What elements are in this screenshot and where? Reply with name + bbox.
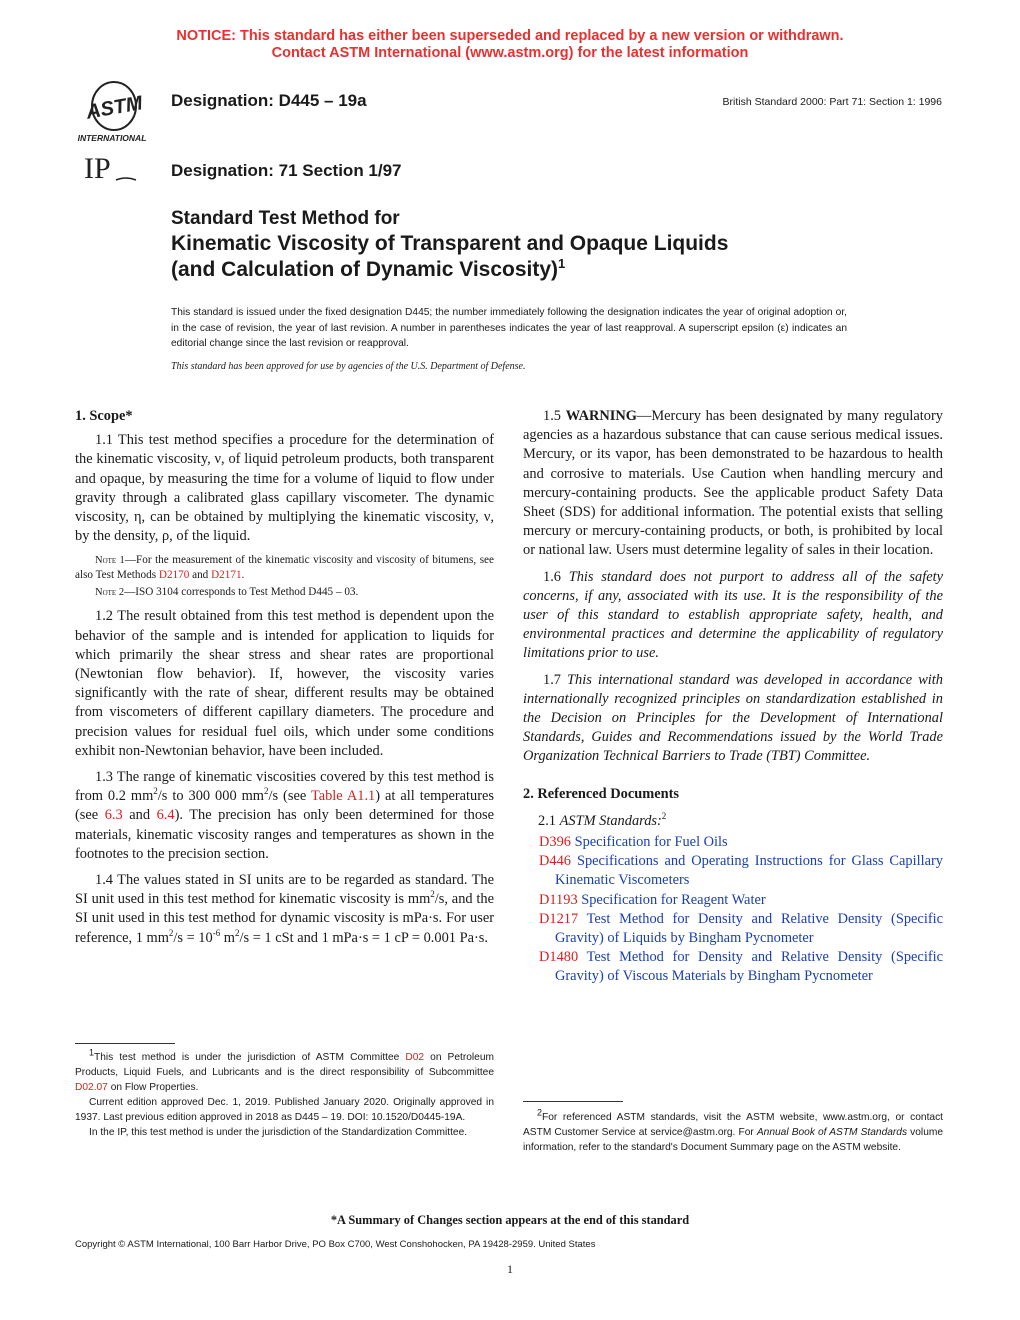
- fn2-b: volume information, refer to the standard's Document Summary page on the ASTM website.: [523, 1127, 944, 1153]
- p17-num: 1.7: [543, 671, 568, 688]
- reference-item[interactable]: [523, 833, 943, 852]
- fn1-b: on Petroleum Products, Liquid Fuels, and Lubricants and is the direct responsibility of Subcommittee: [75, 1052, 494, 1078]
- title-footnote-mark: 1: [558, 256, 566, 271]
- ref-code[interactable]: D1193: [539, 891, 578, 908]
- link-d02-07[interactable]: D02.07: [75, 1082, 108, 1093]
- p14-sup-2: 2: [168, 927, 174, 938]
- refs-label-mark: 2: [661, 811, 667, 822]
- summary-of-changes-note: *A Summary of Changes section appears at the end of this standard: [330, 1213, 690, 1227]
- p13-f: ). The precision has only been determined for those materials, kinematic viscosity ranges and temperatures as shown in the footnotes to the precision section.: [75, 807, 495, 862]
- dod-approval-note: This standard has been approved for use by agencies of the U.S. Department of Defense.: [171, 361, 526, 372]
- footnote-divider-right: [523, 1101, 623, 1102]
- ref-code[interactable]: D446: [539, 853, 571, 870]
- footnote-2-para: [523, 1107, 944, 1155]
- p14-c: /s = 10: [173, 929, 213, 946]
- p17-text: This international standard was developed in accordance with internationally recognized principles on standardization established in the Decision on Principles for the Development of International Standards, Guides and Recommendations issued by the World Trade Organization Technical Barriers to Trade (TBT) Committee.: [523, 671, 943, 765]
- paragraph-1-7: [523, 671, 943, 767]
- refs-label-text: ASTM Standards:: [559, 812, 662, 829]
- footnote-divider-left: [75, 1043, 175, 1044]
- p13-sup-2: 2: [264, 786, 269, 797]
- document-title: [171, 206, 931, 283]
- paragraph-1-3: [75, 768, 494, 864]
- link-d2171[interactable]: D2171: [211, 569, 242, 582]
- reference-item[interactable]: [523, 910, 943, 948]
- p13-b: /s to 300 000 mm: [157, 788, 264, 805]
- paragraph-1-4: [75, 871, 494, 948]
- p16-text: This standard does not purport to address all of the safety concerns, if any, associated with its use. It is the responsibility of the user of this standard to establish appropriate safety, health, and environmental practices and determine the applicability of regulatory limitations prior to use.: [523, 568, 943, 662]
- paragraph-1-6: [523, 568, 943, 664]
- p13-sup-1: 2: [153, 786, 158, 797]
- title-line-1: Standard Test Method for: [171, 208, 400, 229]
- fn1-mark: 1: [89, 1047, 95, 1058]
- title-line-3-text: (and Calculation of Dynamic Viscosity): [171, 258, 559, 281]
- link-d02[interactable]: D02: [405, 1052, 425, 1063]
- p14-a: 1.4 The values stated in SI units are to be regarded as standard. The SI unit used in this test method for kinematic viscosity is mm: [75, 872, 494, 908]
- ref-code[interactable]: D1480: [539, 949, 579, 966]
- p15-text: —Mercury has been designated by many regulatory agencies as a hazardous substance that can cause serious medical issues. Mercury, or its vapor, has been demonstrated to be hazardous to health and corrosive to materials. Use Caution when handling mercury and mercury-containing products. See the applicable product Safety Data Sheet (SDS) for additional information. The potential exists that selling mercury or mercury-containing products, or both, is prohibited by local or national law. Users must determine legality of sales in their location.: [523, 408, 943, 559]
- ip-logo-text: IP: [84, 152, 111, 184]
- p14-sup-3: 2: [235, 927, 240, 938]
- right-column: [523, 407, 943, 987]
- ref-code[interactable]: D1217: [539, 910, 579, 927]
- page-number: 1: [507, 1262, 513, 1276]
- paragraph-1-2: 1.2 The result obtained from this test method is dependent upon the behavior of the sample and is intended for application to liquids for which primarily the shear stress and shear rates are proportional (Newtonian flow behavior). If, however, the viscosity varies significantly with the rate of shear, different results may be obtained from viscometers of different capillary diameters. The procedure and precision values for residual fuel oils, which under some conditions exhibit non-Newtonian behavior, have been included.: [75, 608, 494, 759]
- refs-num: 2.1: [538, 812, 560, 829]
- designation-primary: Designation: D445 – 19a: [171, 91, 367, 110]
- link-section-6-3[interactable]: 6.3: [104, 807, 123, 824]
- fn2-a: For referenced ASTM standards, visit the ASTM website, www.astm.org, or contact ASTM Customer Service at service@astm.org. For: [523, 1112, 943, 1138]
- reference-item[interactable]: [523, 891, 943, 910]
- p13-d: ) at all temperatures (see: [75, 788, 495, 824]
- p14-sup-1: 2: [430, 889, 435, 900]
- p14-exp: -6: [212, 927, 221, 938]
- fn1-a: This test method is under the jurisdiction of ASTM Committee: [94, 1052, 406, 1063]
- footnote-1-para-3: In the IP, this test method is under the jurisdiction of the Standardization Committee.: [89, 1127, 468, 1138]
- notice-line-1: NOTICE: This standard has either been superseded and replaced by a new version or withdrawn.: [176, 28, 844, 44]
- note-1-and: and: [189, 569, 212, 582]
- p15-num: 1.5: [543, 408, 566, 424]
- ref-title[interactable]: Specification for Fuel Oils: [570, 834, 728, 851]
- link-section-6-4[interactable]: 6.4: [156, 807, 175, 824]
- astm-logo-subtext: INTERNATIONAL: [77, 133, 147, 143]
- notice-line-2: Contact ASTM International (www.astm.org) for the latest information: [271, 45, 749, 61]
- note-1: [75, 553, 494, 583]
- link-table-a1-1[interactable]: Table A1.1: [310, 788, 376, 805]
- issued-note: This standard is issued under the fixed designation D445; the number immediately following the designation indicates the year of original adoption or, in the case of revision, the year of last revision. A number in parentheses indicates the year of last reapproval. A superscript epsilon (ε) indicates an editorial change since the last revision or reapproval.: [171, 307, 847, 349]
- fn2-mark: 2: [537, 1107, 543, 1118]
- p14-e: /s = 1 cSt and 1 mPa·s = 1 cP = 0.001 Pa·s.: [239, 929, 488, 946]
- ref-title[interactable]: Specification for Reagent Water: [577, 891, 766, 908]
- reference-item[interactable]: [523, 948, 943, 986]
- title-line-3: [171, 257, 931, 283]
- astm-logo-icon: [74, 80, 160, 144]
- title-line-2: Kinematic Viscosity of Transparent and Opaque Liquids: [171, 232, 729, 255]
- ip-logo-icon: [80, 150, 142, 184]
- ref-title[interactable]: Test Method for Density and Relative Density (Specific Gravity) of Liquids by Bingham Pycnometer: [555, 910, 943, 947]
- p14-d: m: [220, 929, 235, 946]
- note-1-text: —For the measurement of the kinematic viscosity and viscosity of bitumens, see also Test Methods: [75, 554, 494, 582]
- ref-code[interactable]: D396: [539, 834, 571, 851]
- withdrawal-notice: [0, 28, 1020, 62]
- section-heading-referenced-documents: 2. Referenced Documents: [523, 785, 679, 802]
- footnote-1-para-2: Current edition approved Dec. 1, 2019. Published January 2020. Originally approved in 1937. Last previous edition approved in 2018 as D445 – 19. DOI: 10.1520/D0445-19A.: [75, 1097, 494, 1123]
- link-d2170[interactable]: D2170: [158, 569, 190, 582]
- p13-a: 1.3 The range of kinematic viscosities covered by this test method is from 0.2 mm: [75, 769, 494, 805]
- paragraph-1-5: [523, 407, 943, 561]
- british-standard-ref: British Standard 2000: Part 71: Section 1: 1996: [722, 96, 942, 108]
- astm-standards-label: [523, 812, 943, 831]
- p13-e: and: [122, 807, 157, 824]
- copyright-line: Copyright © ASTM International, 100 Barr Harbor Drive, PO Box C700, West Conshohocken, PA 19428-2959. United States: [75, 1239, 596, 1250]
- warning-label: WARNING: [565, 408, 637, 424]
- note-2-text: —ISO 3104 corresponds to Test Method D445 – 03.: [124, 586, 359, 599]
- p16-num: 1.6: [543, 568, 569, 585]
- section-heading-scope: 1. Scope*: [75, 408, 133, 424]
- p14-b: /s, and the SI unit used in this test method for dynamic viscosity is mPa·s. For user reference, 1 mm: [75, 891, 494, 946]
- designation-secondary: Designation: 71 Section 1/97: [171, 161, 402, 180]
- footnote-1-para-1: [75, 1047, 494, 1095]
- ref-title[interactable]: Test Method for Density and Relative Density (Specific Gravity) of Viscous Materials by Bingham Pycnometer: [555, 949, 943, 985]
- footnote-2: [523, 1107, 944, 1155]
- astm-logo-text: ASTM: [84, 92, 145, 124]
- note-1-label: Note 1: [95, 555, 125, 567]
- note-2-label: Note 2: [95, 587, 125, 599]
- paragraph-1-1: 1.1 This test method specifies a procedure for the determination of the kinematic viscosity, ν, of liquid petroleum products, both transparent and opaque, by measuring the time for a volume of liquid to flow under gravity through a calibrated glass capillary viscometer. The dynamic viscosity, η, can be obtained by multiplying the kinematic viscosity, ν, by the density, ρ, of the liquid.: [75, 432, 494, 545]
- ref-title[interactable]: Specifications and Operating Instructions for Glass Capillary Kinematic Viscometers: [555, 853, 943, 889]
- footnote-1: [75, 1047, 494, 1140]
- fn2-ital: Annual Book of ASTM Standards: [756, 1127, 908, 1138]
- note-2: [75, 585, 494, 600]
- fn1-c: on Flow Properties.: [107, 1082, 199, 1093]
- reference-item[interactable]: [523, 852, 943, 890]
- left-column: [75, 407, 494, 955]
- p13-c: /s (see: [268, 788, 311, 805]
- note-1-end: .: [241, 569, 245, 582]
